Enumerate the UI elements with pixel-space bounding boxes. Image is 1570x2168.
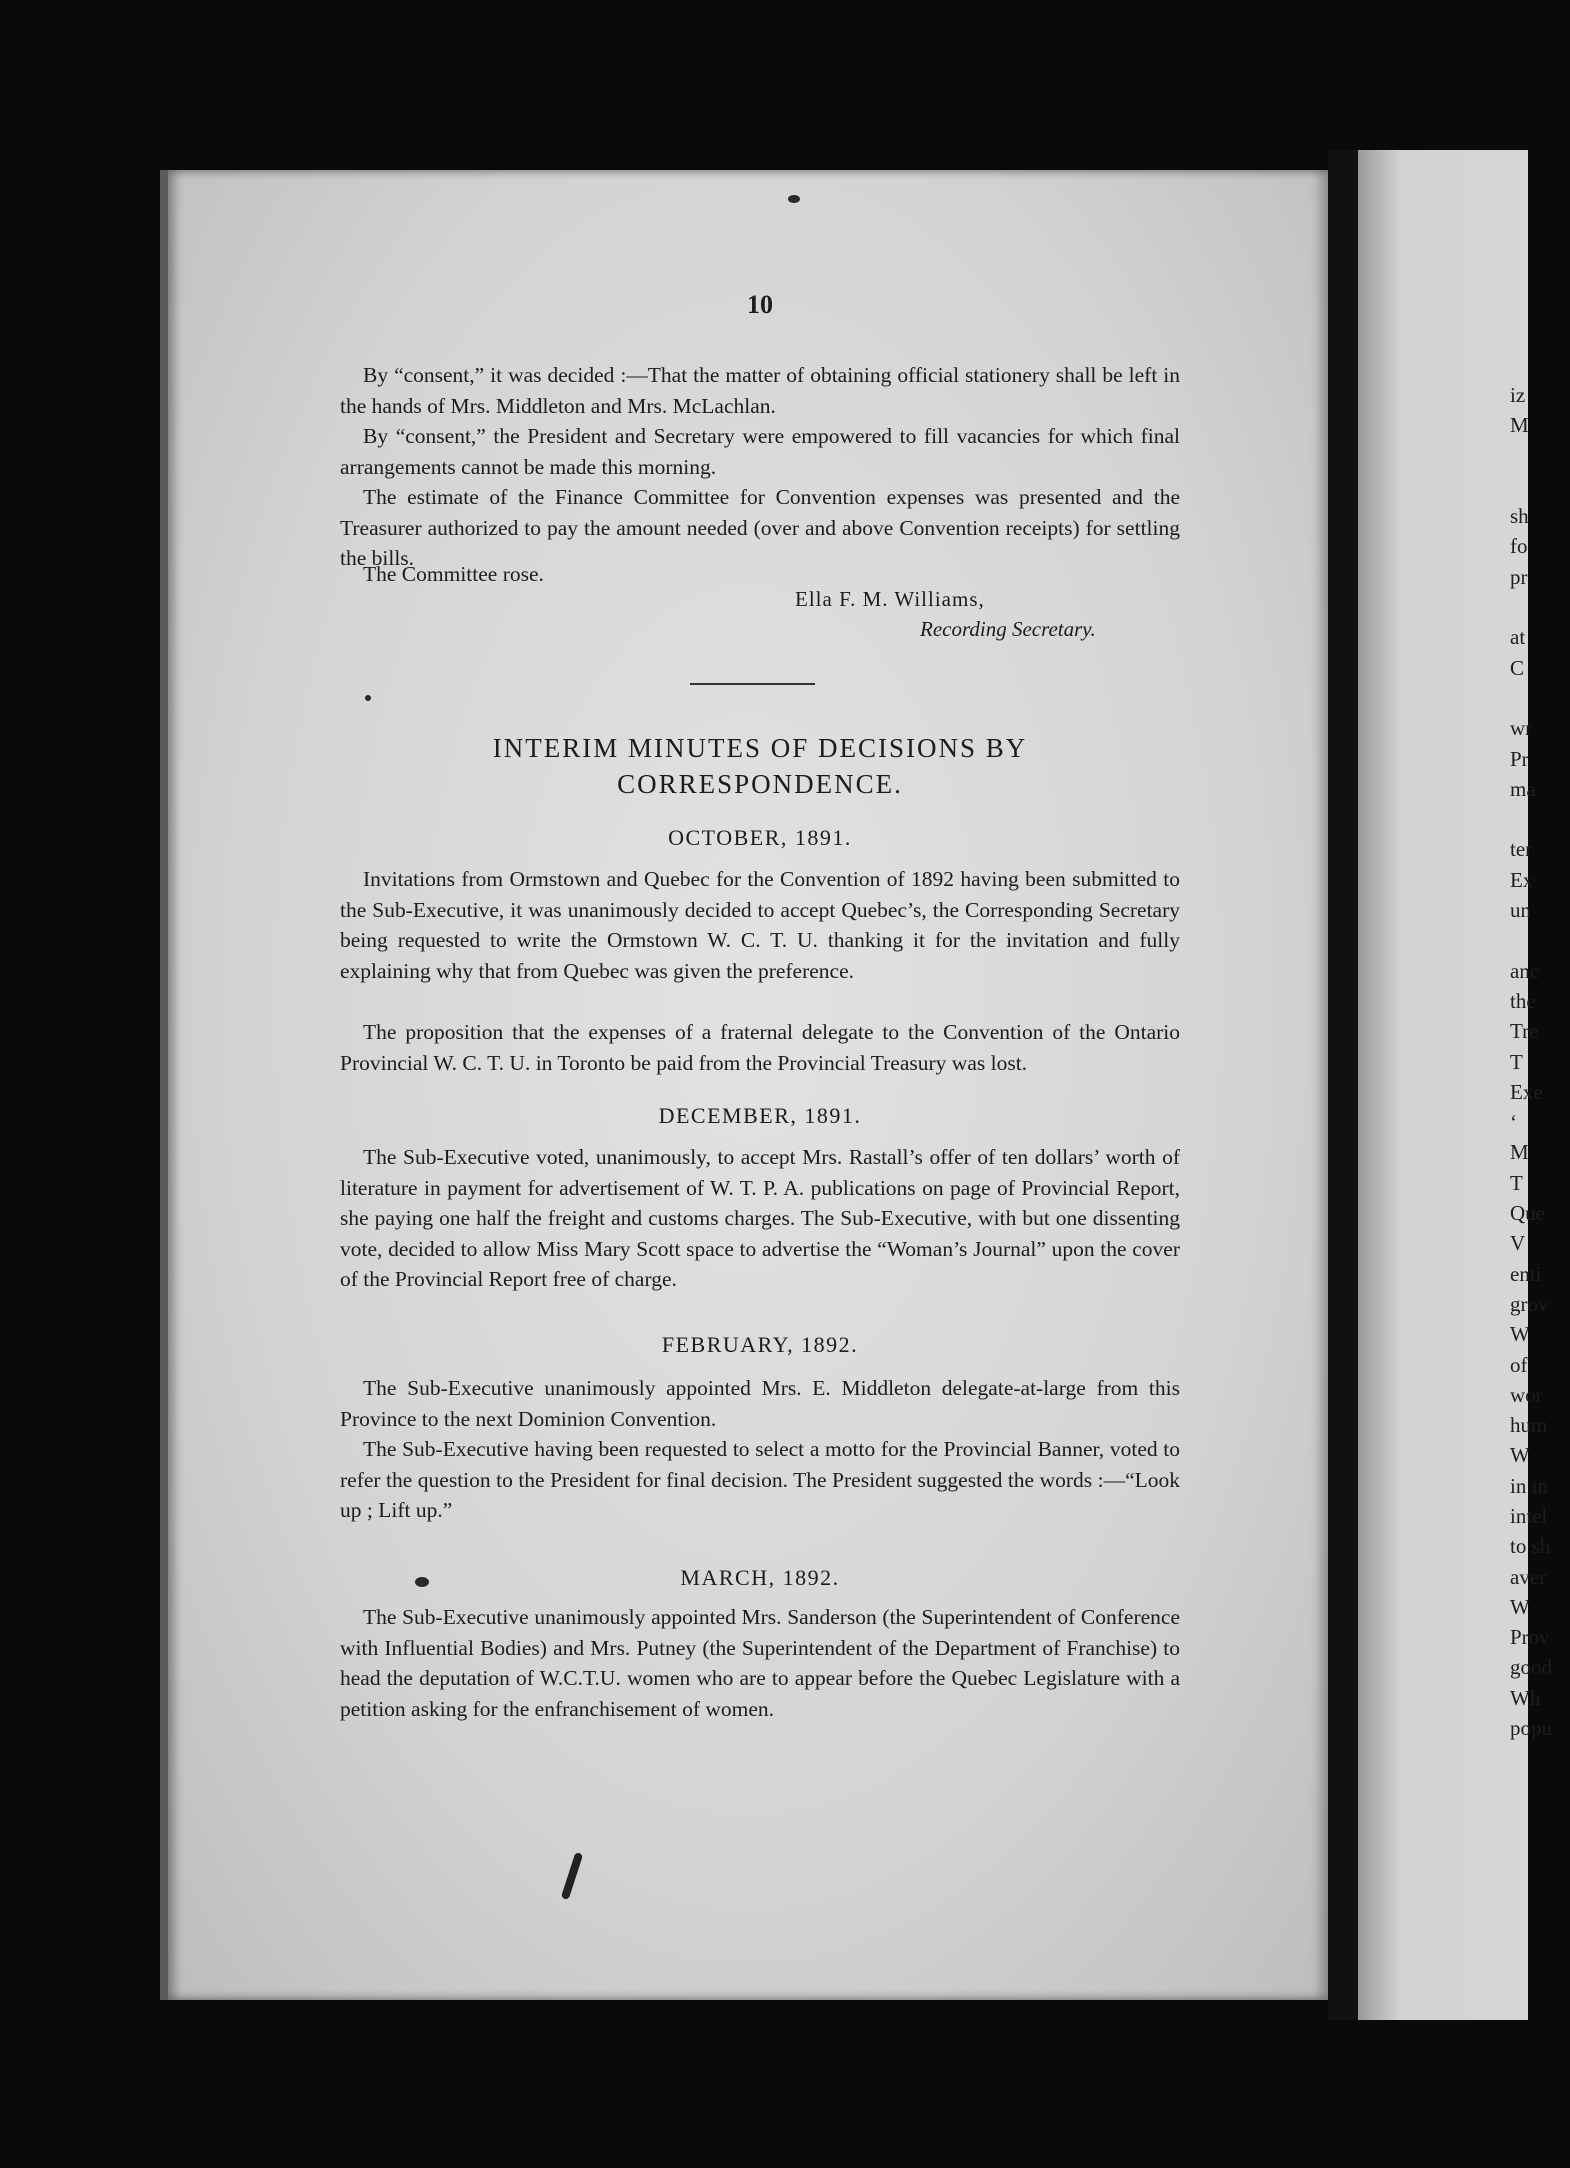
ink-speck — [415, 1577, 429, 1587]
month-heading-october: OCTOBER, 1891. — [668, 825, 852, 850]
paragraph-fraternal-delegate: The proposition that the expenses of a fraternal delegate to the Convention of the Ontario Provincial W. C. T. U. in Toronto be paid from the Provincial Treasury was lost. — [340, 1020, 1180, 1075]
paragraph-motto: The Sub-Executive having been requested to select a motto for the Provincial Banner, voted to refer the question to the President for final decision. The President suggested the words :—“Look up ; Lift up.” — [340, 1437, 1180, 1522]
paragraph-deputation: The Sub-Executive unanimously appointed Mrs. Sanderson (the Superintendent of Conference with Influential Bodies) and Mrs. Putney (the Superintendent of the Department of Franchise) to head the deputation of W.C.T.U. women who are to appear before the Quebec Legislature with a petition asking for the enfranchisement of women. — [340, 1605, 1180, 1721]
paragraph-invitations: Invitations from Ormstown and Quebec for the Convention of 1892 having been submitted to the Sub-Executive, it was unanimously decided to accept Quebec’s, the Corresponding Secretary being requested to write the Ormstown W. C. T. U. thanking it for the invitation and fully explaining why that from Quebec was given the preference. — [340, 867, 1180, 983]
paragraph-committee-rose: The Committee rose. — [363, 562, 544, 586]
book-gutter — [1328, 150, 1358, 2020]
paragraph-rastall-offer: The Sub-Executive voted, unanimously, to accept Mrs. Rastall’s offer of ten dollars’ worth of literature in payment for advertisement of W. T. P. A. publications on page of Provincial Report, she paying one half the freight and customs charges. The Sub-Executive, with but one dissenting vote, decided to allow Miss Mary Scott space to advertise the “Woman’s Journal” upon the cover of the Provincial Report free of charge. — [340, 1145, 1180, 1291]
adjacent-page — [1358, 150, 1528, 2020]
adjacent-page-text: iz M sh fo pr at C wr Pr ma ter Ex un anc the Tre T Exe ‘ M T Que V enti grov W of wor hum W in in intel to sh aver W Prov good Wh popu — [1510, 383, 1552, 1741]
page-number: 10 — [747, 290, 773, 319]
month-heading-february: FEBRUARY, 1892. — [661, 1332, 859, 1357]
ink-speck — [365, 695, 371, 701]
paragraph-finance: The estimate of the Finance Committee for Convention expenses was presented and the Treasurer authorized to pay the amount needed (over and above Convention receipts) for settling the bills. — [340, 485, 1180, 570]
section-title — [340, 730, 1180, 802]
section-title-line-1: INTERIM MINUTES OF DECISIONS BY — [492, 733, 1028, 763]
month-heading-march: MARCH, 1892. — [680, 1565, 840, 1590]
paragraph-vacancies: By “consent,” the President and Secretary were empowered to fill vacancies for which final arrangements cannot be made this morning. — [340, 424, 1180, 479]
signature-name: Ella F. M. Williams, — [795, 587, 985, 611]
section-divider — [690, 683, 815, 685]
section-title-line-2: CORRESPONDENCE. — [617, 769, 903, 799]
month-heading-december: DECEMBER, 1891. — [658, 1103, 862, 1128]
signature-title: Recording Secretary. — [920, 617, 1096, 641]
paragraph-stationery: By “consent,” it was decided :—That the matter of obtaining official stationery shall be left in the hands of Mrs. Middleton and Mrs. McLachlan. — [340, 363, 1180, 418]
paragraph-delegate-at-large: The Sub-Executive unanimously appointed Mrs. E. Middleton delegate-at-large from this Province to the next Dominion Convention. — [340, 1376, 1180, 1431]
ink-speck — [788, 195, 800, 203]
